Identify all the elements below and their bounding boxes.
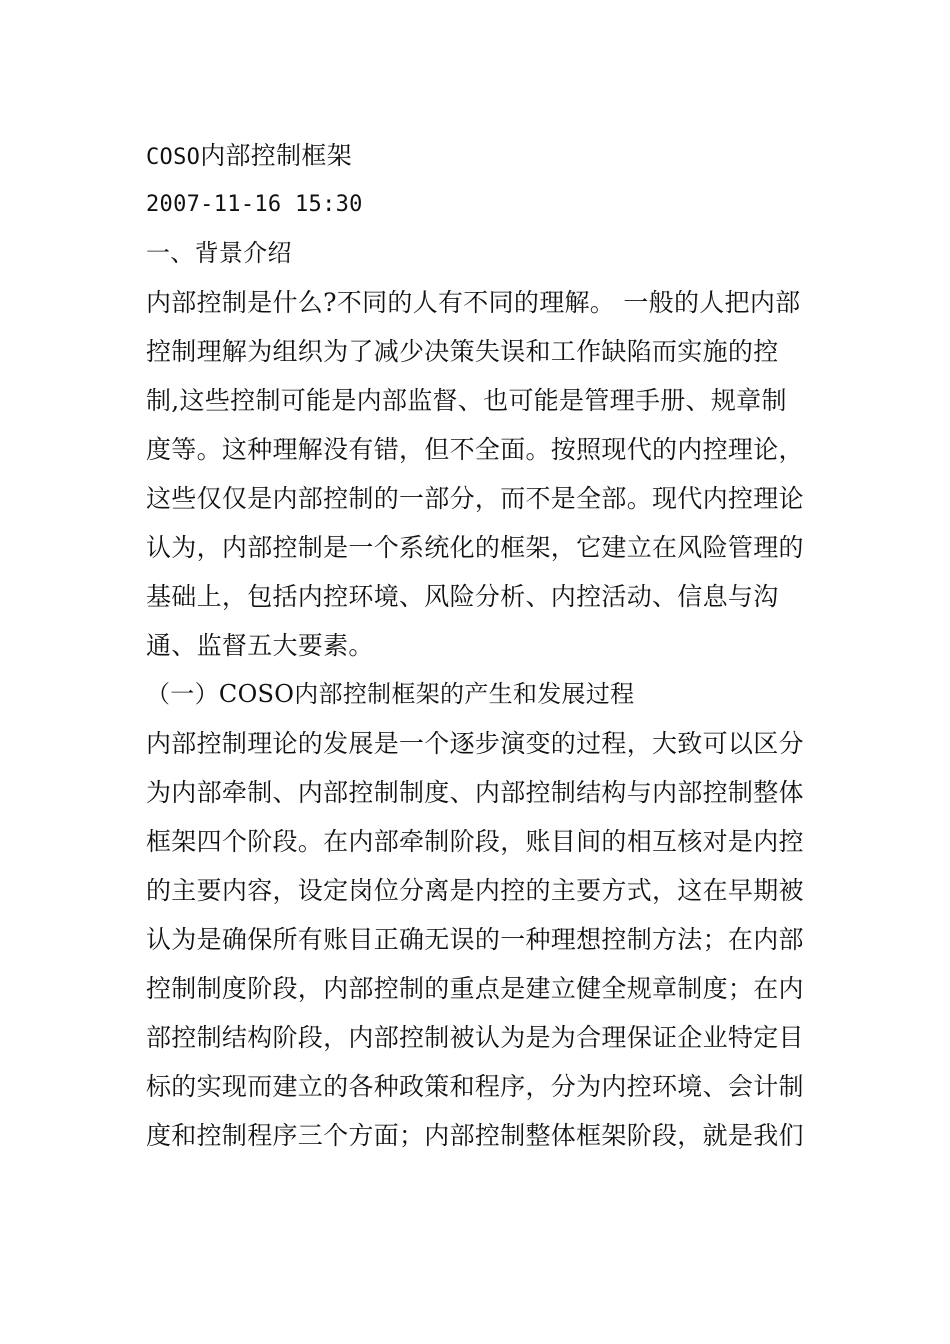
document-body xyxy=(146,131,810,1160)
document-title-text: 内部控制框架 xyxy=(200,141,352,170)
paragraph-line: 度等。这种理解没有错，但不全面。按照现代的内控理论， xyxy=(146,435,804,464)
paragraph-line: 内部控制理论的发展是一个逐步演变的过程，大致可以区分 xyxy=(146,729,804,758)
paragraph-line: 基础上，包括内控环境、风险分析、内控活动、信息与沟 xyxy=(146,582,779,611)
subsection-heading: （一）COSO内部控制框架的产生和发展过程 xyxy=(146,680,635,708)
paragraph-line: 框架四个阶段。在内部牵制阶段，账目间的相互核对是内控 xyxy=(146,827,804,856)
paragraph-line: 部控制结构阶段，内部控制被认为是为合理保证企业特定目 xyxy=(146,1023,804,1052)
paragraph-line: 这些仅仅是内部控制的一部分，而不是全部。现代内控理论 xyxy=(146,484,804,513)
paragraph-line: 为内部牵制、内部控制制度、内部控制结构与内部控制整体 xyxy=(146,778,804,807)
document-datetime: 2007-11-16 15:30 xyxy=(146,192,363,217)
section-heading: 一、背景介绍 xyxy=(146,239,292,267)
paragraph-line: 认为是确保所有账目正确无误的一种理想控制方法；在内部 xyxy=(146,925,804,954)
paragraph-line: 认为，内部控制是一个系统化的框架，它建立在风险管理的 xyxy=(146,533,804,562)
document-title: COSO内部控制框架 xyxy=(146,141,352,170)
paragraph-line: 控制理解为组织为了减少决策失误和工作缺陷而实施的控 xyxy=(146,337,779,366)
paragraph-line: 的主要内容，设定岗位分离是内控的主要方式，这在早期被 xyxy=(146,876,804,905)
paragraph-line: 标的实现而建立的各种政策和程序，分为内控环境、会计制 xyxy=(146,1072,804,1101)
paragraph-line: 制,这些控制可能是内部监督、也可能是管理手册、规章制 xyxy=(146,386,787,415)
paragraph-1 xyxy=(146,278,810,670)
paragraph-line: 内部控制是什么?不同的人有不同的理解。 一般的人把内部 xyxy=(146,288,801,317)
paragraph-line: 通、监督五大要素。 xyxy=(146,631,374,660)
paragraph-line: 度和控制程序三个方面；内部控制整体框架阶段，就是我们 xyxy=(146,1121,804,1150)
paragraph-2 xyxy=(146,719,810,1160)
paragraph-line: 控制制度阶段，内部控制的重点是建立健全规章制度；在内 xyxy=(146,974,804,1003)
